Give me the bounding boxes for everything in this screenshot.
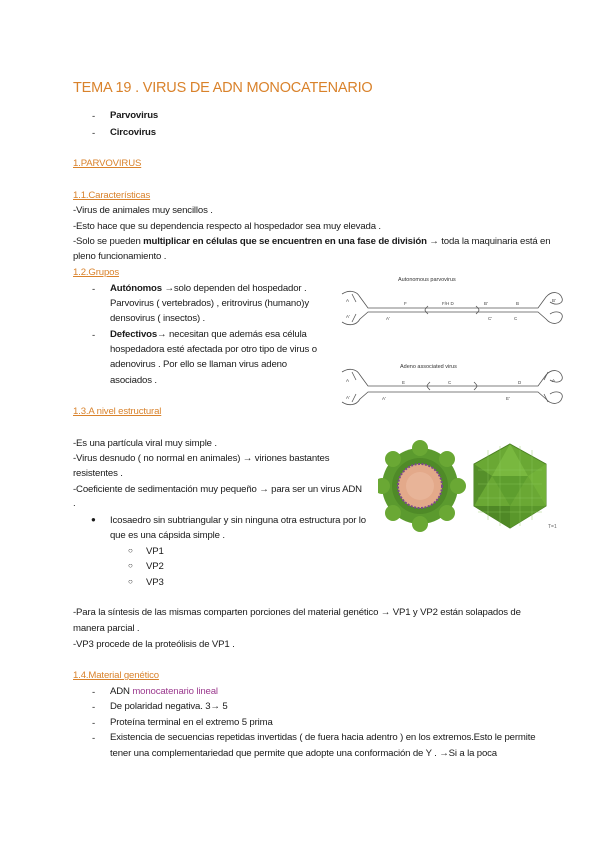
parvovirus-capsid-figure [378, 440, 558, 532]
list-dash: - [92, 128, 96, 139]
genetic-item-secuencias: Existencia de secuencias repetidas invertidas ( de fuera hacia adentro ) en los extremos.Esto le permite [110, 732, 536, 743]
svg-text:F/H D: F/H D [442, 301, 454, 306]
text-line: Parvovirus ( vertebrados) , eritrovirus (humano)y [110, 298, 309, 309]
text-line: -Coeficiente de sedimentación muy pequeño → para ser un virus ADN [73, 484, 362, 495]
svg-text:A: A [346, 298, 350, 303]
text-line: -Virus desnudo ( no normal en animales) → viriones bastantes [73, 453, 330, 464]
section-heading-parvovirus: 1.PARVOVIRUS [73, 158, 142, 169]
sub-bullet-circle: ○ [128, 561, 133, 570]
genetic-item-proteina: Proteína terminal en el extremo 5 prima [110, 717, 273, 728]
svg-text:D: D [518, 380, 522, 385]
sub-item-vp3: VP3 [146, 577, 164, 588]
icosahedron-model [474, 444, 546, 528]
svg-text:A': A' [386, 316, 390, 321]
svg-text:B: B [516, 301, 520, 306]
svg-text:C: C [448, 380, 452, 385]
sub-item-vp2: VP2 [146, 561, 164, 572]
sub-item-vp1: VP1 [146, 546, 164, 557]
group-autonomos: Autónomos →solo dependen del hospedador . [110, 283, 307, 294]
text-line: asociados . [110, 375, 157, 386]
text-line: -Solo se pueden multiplicar en células que se encuentren en una fase de división → toda la maquinaria está en [73, 236, 551, 247]
text-line: densovirus ( insectos) . [110, 313, 206, 324]
text-line: resistentes . [73, 468, 123, 479]
genetic-item-polaridad: De polaridad negativa. 3→ 5 [110, 701, 228, 712]
text-line: -Virus de animales muy sencillos . [73, 205, 213, 216]
list-item-parvovirus: Parvovirus [110, 110, 159, 121]
page-title: TEMA 19 . VIRUS DE ADN MONOCATENARIO [73, 80, 373, 96]
text-line: -Es una partícula viral muy simple . [73, 438, 217, 449]
sub-bullet-circle: ○ [128, 577, 133, 586]
list-dash: - [92, 702, 96, 713]
list-dash: - [92, 330, 96, 341]
svg-text:A: A [552, 378, 556, 383]
svg-text:B': B' [552, 298, 556, 303]
capsid-label: T=1 [548, 524, 557, 530]
svg-text:E': E' [506, 396, 510, 401]
genetic-item-adn: ADN monocatenario lineal [110, 686, 218, 697]
genome-structure-figure [338, 272, 568, 414]
text-line: adenovirus . Por ello se llaman virus adeno [110, 359, 287, 370]
subheading-material-genetico: 1.4.Material genético [73, 670, 159, 681]
autonomous-genome-diagram [342, 291, 562, 324]
subheading-nivel-estructural: 1.3.A nivel estructural [73, 406, 162, 417]
figure-title-autonomous: Autonomous parvovirus [398, 277, 456, 283]
svg-text:C': C' [488, 316, 493, 321]
text-line: tener una complementariedad que permite que adopte una conformación de Y . →Si a la poca [110, 748, 497, 759]
svg-text:A: A [346, 378, 350, 383]
adeno-genome-diagram [342, 369, 562, 404]
subheading-caracteristicas: 1.1.Características [73, 190, 151, 201]
svg-text:A': A' [346, 395, 350, 400]
svg-text:E: E [402, 380, 406, 385]
figure-title-adeno: Adeno associated virus [400, 364, 457, 370]
svg-text:A': A' [346, 314, 350, 319]
text-line: -Esto hace que su dependencia respecto al hospedador sea muy elevada . [73, 221, 381, 232]
group-defectivos: Defectivos→ necesitan que además esa célula [110, 329, 307, 340]
text-line: manera parcial . [73, 623, 140, 634]
svg-text:C: C [514, 316, 518, 321]
capsid-cross-section [378, 440, 466, 532]
bullet-dot: ● [91, 515, 96, 524]
list-dash: - [92, 284, 96, 295]
text-line: pleno funcionamiento . [73, 251, 167, 262]
sub-bullet-circle: ○ [128, 546, 133, 555]
text-line: -Para la síntesis de las mismas comparten porciones del material genético → VP1 y VP2 están solapados de [73, 607, 521, 618]
svg-text:F: F [404, 301, 407, 306]
svg-text:B': B' [484, 301, 488, 306]
list-dash: - [92, 718, 96, 729]
text-line: Icosaedro sin subtriangular y sin ninguna otra estructura por lo [110, 515, 366, 526]
list-dash: - [92, 687, 96, 698]
text-line: hospedadora esté afectada por otro tipo de virus o [110, 344, 317, 355]
svg-text:A': A' [382, 396, 386, 401]
text-line: -VP3 procede de la proteólisis de VP1 . [73, 639, 235, 650]
list-item-circovirus: Circovirus [110, 127, 156, 138]
text-line: que es una cápsida simple . [110, 530, 225, 541]
list-dash: - [92, 111, 96, 122]
text-line: . [73, 498, 76, 509]
subheading-grupos: 1.2.Grupos [73, 267, 119, 278]
list-dash: - [92, 733, 96, 744]
